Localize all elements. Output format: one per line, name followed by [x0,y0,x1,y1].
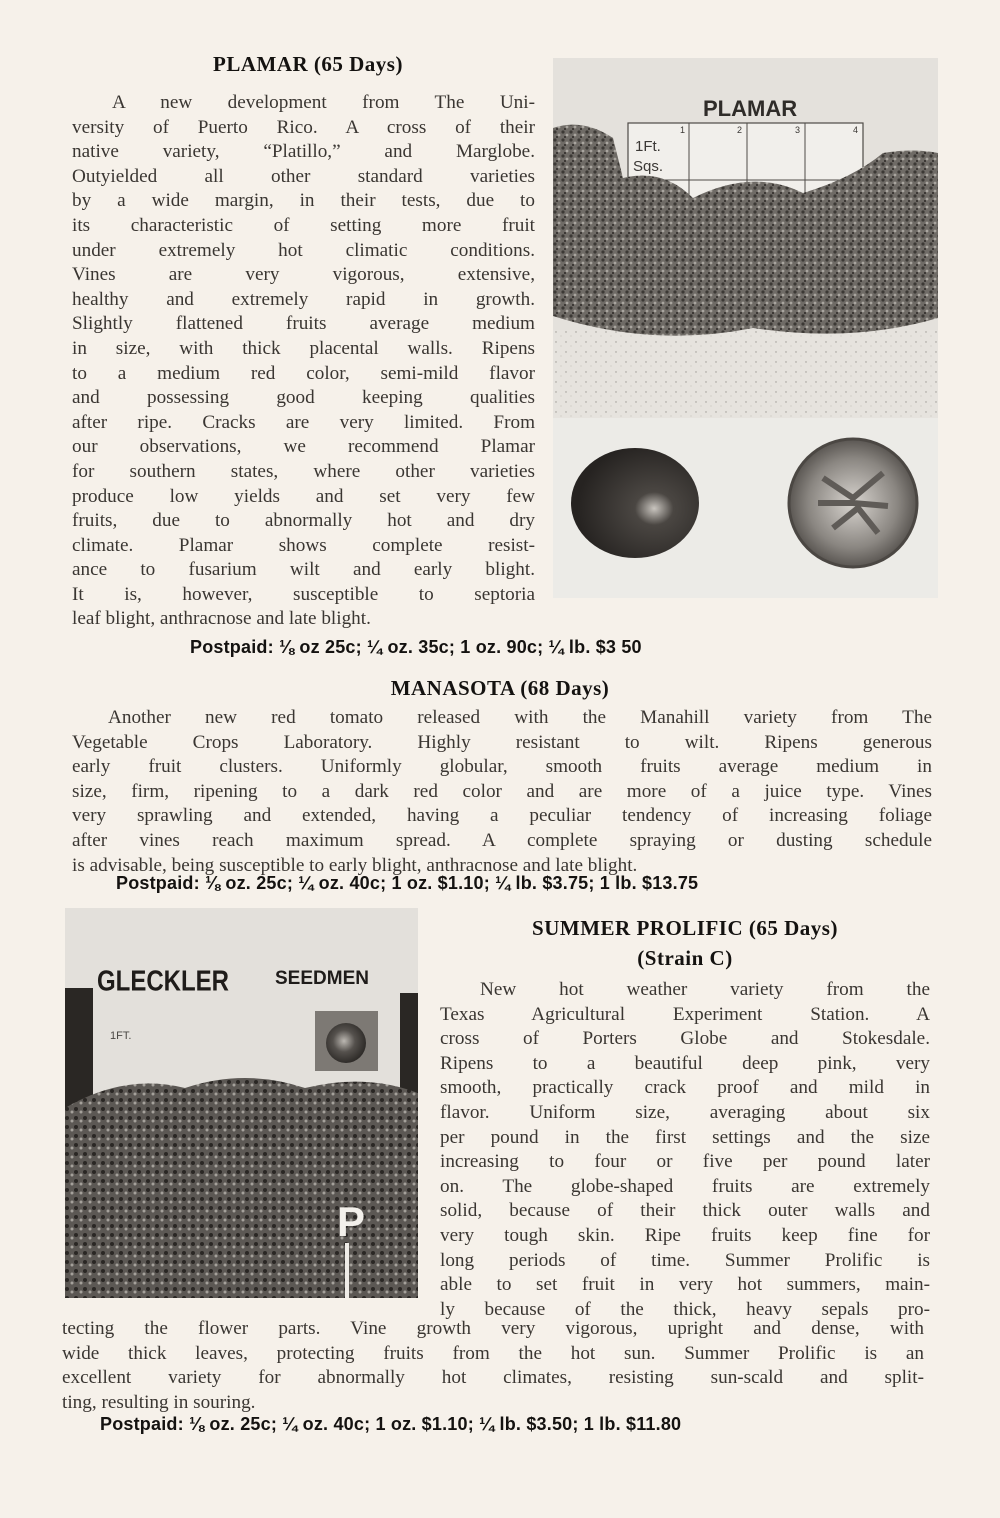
text-line: healthy and extremely rapid in growth. [72,288,535,310]
text-line: flavor. Uniform size, averaging about six [440,1101,930,1123]
text-line: Ripens to a beautiful deep pink, very [440,1052,930,1074]
text-line: increasing to four or five per pound later [440,1151,930,1173]
text-line: ance to fusarium wilt and early blight. [72,559,535,581]
text-line: Vegetable Crops Laboratory. Highly resistant to wilt. Ripens generous [72,731,932,753]
summer-prolific-title: SUMMER PROLIFIC (65 Days) [532,916,838,940]
text-line: ly because of the thick, heavy sepals pro- [440,1298,930,1320]
plamar-grid-number: 4 [853,125,859,135]
text-line: after vines reach maximum spread. A complete spraying or dusting schedule [72,829,932,851]
text-line: early fruit clusters. Uniformly globular, smooth fruits average medium in [72,756,932,778]
summer-prolific-price: Postpaid: ⅛ oz. 25c; ¼ oz. 40c; 1 oz. $1.10; ¼ lb. $3.50; 1 lb. $11.80 [100,1414,682,1434]
text-line: under extremely hot climatic conditions. [72,239,535,261]
text-line: per pound in the first settings and the size [440,1126,930,1148]
text-line: in size, with thick placental walls. Ripens [72,337,535,359]
summer-prolific-description-continued [62,1317,924,1415]
text-line: cross of Porters Globe and Stokesdale. [440,1028,930,1050]
text-line: and possessing good keeping qualities [72,387,535,409]
text-line: versity of Puerto Rico. A cross of their [72,116,535,138]
plamar-sign-label-sqs: Sqs. [633,158,664,175]
text-line: able to set fruit in very hot summers, main- [440,1274,930,1296]
text-line: fruits, due to abnormally hot and dry [72,510,535,532]
text-line: A new development from The Uni- [112,92,535,113]
plamar-sign-title: PLAMAR [703,96,798,121]
text-line: Another new red tomato released with the Manahill variety from The [108,707,932,728]
text-line: wide thick leaves, protecting fruits from the hot sun. Summer Prolific is an [62,1342,924,1364]
summer-prolific-subtitle: (Strain C) [637,946,733,970]
text-line: on. The globe-shaped fruits are extremely [440,1175,930,1197]
text-line: solid, because of their thick outer walls and [440,1200,930,1222]
sign-small-label: 1FT. [110,1030,132,1042]
text-line: by a wide margin, in their tests, due to [72,190,535,212]
text-line: Vines are very vigorous, extensive, [72,264,535,286]
text-line: long periods of time. Summer Prolific is [440,1249,930,1271]
text-line: Outyielded all other standard varieties [72,165,535,187]
text-line: to a medium red color, semi-mild flavor [72,362,535,384]
text-line: climate. Plamar shows complete resist- [72,534,535,556]
text-line: Slightly flattened fruits average medium [72,313,535,335]
plamar-price: Postpaid: ⅛ oz 25c; ¼ oz. 35c; 1 oz. 90c; ¼ lb. $3 50 [190,637,642,657]
plamar-grid-number: 1 [680,125,686,135]
text-line: It is, however, susceptible to septoria [72,583,535,605]
text-line: native variety, “Platillo,” and Marglobe. [72,141,535,163]
text-line: its characteristic of setting more fruit [72,214,535,236]
text-line: smooth, practically crack proof and mild in [440,1077,930,1099]
seedmen-sign-text: SEEDMEN [275,968,369,989]
text-line: produce low yields and set very few [72,485,535,507]
plamar-grid-number: 3 [795,125,801,135]
text-line: for southern states, where other varieties [72,460,535,482]
text-line: tecting the flower parts. Vine growth very vigorous, upright and dense, with [62,1318,924,1339]
manasota-description [72,706,932,878]
text-line: our observations, we recommend Plamar [72,436,535,458]
plamar-photo [553,58,938,598]
gleckler-sign-text: GLECKLER [97,965,229,998]
text-line: size, firm, ripening to a dark red color and are more of a juice type. Vines [72,780,932,802]
text-line: leaf blight, anthracnose and late blight. [72,608,371,630]
plamar-description [72,91,535,632]
text-line: Texas Agricultural Experiment Station. A [440,1003,930,1025]
stake-letter: P [337,1198,366,1245]
text-line: excellent variety for abnormally hot climates, resisting sun-scald and split- [62,1367,924,1389]
manasota-price: Postpaid: ⅛ oz. 25c; ¼ oz. 40c; 1 oz. $1.10; ¼ lb. $3.75; 1 lb. $13.75 [116,873,699,893]
summer-prolific-description [440,978,930,1322]
text-line: very tough skin. Ripe fruits keep fine for [440,1224,930,1246]
plamar-title: PLAMAR (65 Days) [213,52,403,76]
text-line: after ripe. Cracks are very limited. From [72,411,535,433]
text-line: is advisable, being susceptible to early blight, anthracnose and late blight. [72,854,638,876]
text-line: ting, resulting in souring. [62,1391,256,1413]
plamar-grid-number: 2 [737,125,743,135]
summer-prolific-photo [65,908,418,1298]
plamar-sign-label-ft: 1Ft. [635,138,661,155]
manasota-title: MANASOTA (68 Days) [390,676,610,700]
text-line: very sprawling and extended, having a peculiar tendency of increasing foliage [72,805,932,827]
text-line: New hot weather variety from the [480,979,930,1000]
